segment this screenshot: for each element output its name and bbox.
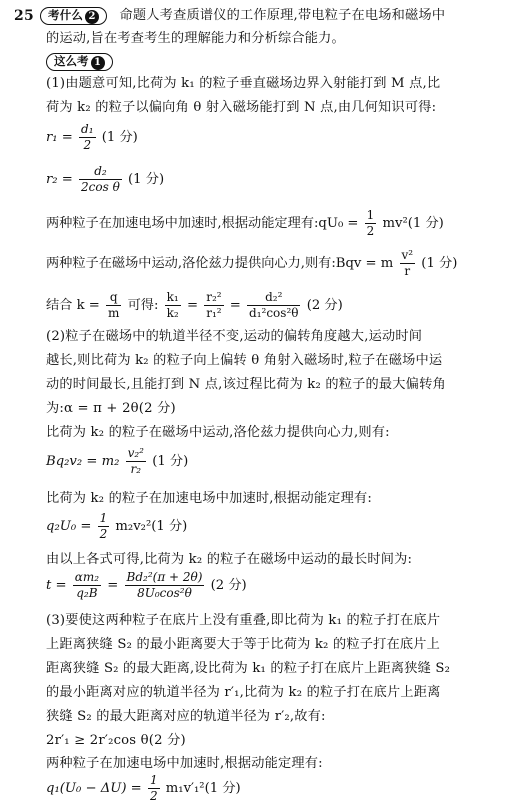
zenmekao-badge-number: 1 [91, 56, 105, 70]
kaosha-badge-number: 2 [85, 10, 99, 24]
part1-line-2: 荷为 k₂ 的粒子以偏向角 θ 射入磁场能打到 N 点,由几何知识可得: [46, 100, 437, 115]
part3-line-2: 上距离狭缝 S₂ 的最小距离要大于等于比荷为 k₂ 的粒子打在底片上 [46, 637, 441, 652]
intro-text-1: 命题人考查质谱仪的工作原理,带电粒子在电场和磁场中 [119, 8, 446, 23]
part3-line-3: 距离狭缝 S₂ 的最大距离,设比荷为 k₁ 的粒子打在底片上距离狭缝 S₂ [46, 661, 451, 676]
formula-accel: 两种粒子在加速电场中加速时,根据动能定理有:qU₀ = $\frac{1}{2}$ mv²(1 分) [46, 208, 444, 238]
kaosha-badge: 考什么 2 [40, 7, 107, 25]
question-number: 25 [14, 8, 34, 24]
part2-line-1: (2)粒子在磁场中的轨道半径不变,运动的偏转角度越大,运动时间 [46, 329, 423, 344]
formula-q1-energy: q₁(U₀ − ΔU) = $\frac{1}{2}$ m₁v′₁²(1 分) [46, 773, 241, 803]
part2-line-2: 越长,则比荷为 k₂ 的粒子向上偏转 θ 角射入磁场时,粒子在磁场中运 [46, 353, 443, 368]
formula-time: t = $\frac{\text{αm₂}}{\text{q₂B}}$ = $\frac{\text{Bd₂²(π + 2θ)}}{\text{8U₀cos²θ}}$ (2 分) [46, 570, 247, 600]
part2-line-4: 为:α = π + 2θ(2 分) [46, 401, 176, 416]
part2-line-5: 比荷为 k₂ 的粒子在磁场中运动,洛伦兹力提供向心力,则有: [46, 425, 390, 440]
part2-line-3: 动的时间最长,且能打到 N 点,该过程比荷为 k₂ 的粒子的最大偏转角 [46, 377, 446, 392]
part3-line-1: (3)要使这两种粒子在底片上没有重叠,即比荷为 k₁ 的粒子打在底片 [46, 613, 441, 628]
intro-line-2: 的运动,旨在考查考生的理解能力和分析综合能力。 [46, 31, 345, 46]
part3-line-5: 狭缝 S₂ 的最大距离对应的轨道半径为 r′₂,故有: [46, 709, 326, 724]
part3-line-7: 两种粒子在加速电场中加速时,根据动能定理有: [46, 756, 323, 771]
part3-line-6: 2r′₁ ≥ 2r′₂cos θ(2 分) [46, 733, 186, 748]
formula-q2u0: q₂U₀ = $\frac{1}{2}$ m₂v₂²(1 分) [46, 511, 188, 541]
part2-line-6: 比荷为 k₂ 的粒子在加速电场中加速时,根据动能定理有: [46, 491, 373, 506]
part1-line-1: (1)由题意可知,比荷为 k₁ 的粒子垂直磁场边界入射能打到 M 点,比 [46, 76, 441, 91]
formula-lorentz: 两种粒子在磁场中运动,洛伦兹力提供向心力,则有:Bqv = m $\frac{\text{v²}}{r}$ (1 分) [46, 248, 458, 278]
zenmekao-badge: 这么考 1 [46, 53, 113, 71]
formula-combine: 结合 k = $\frac{q}{m}$ 可得: $\frac{\text{k₁}}{\text{k₂}}$ = $\frac{\text{r₂²}}{\text{r₁²}}$ = $\frac{\text{d₂²}}{\text{d₁²cos²θ}}$ (2 分) [46, 290, 343, 320]
part2-line-7: 由以上各式可得,比荷为 k₂ 的粒子在磁场中运动的最长时间为: [46, 552, 413, 567]
part3-line-4: 的最小距离对应的轨道半径为 r′₁,比荷为 k₂ 的粒子打在底片上距离 [46, 685, 441, 700]
formula-r1: r₁ = $\frac{\text{d₁}}{2}$ (1 分) [46, 122, 138, 152]
formula-bq2v2: Bq₂v₂ = m₂ $\frac{\text{v₂²}}{\text{r₂}}$ (1 分) [46, 446, 189, 476]
formula-r2: r₂ = $\frac{\text{d₂}}{\text{2cos θ}}$ (1 分) [46, 164, 165, 194]
